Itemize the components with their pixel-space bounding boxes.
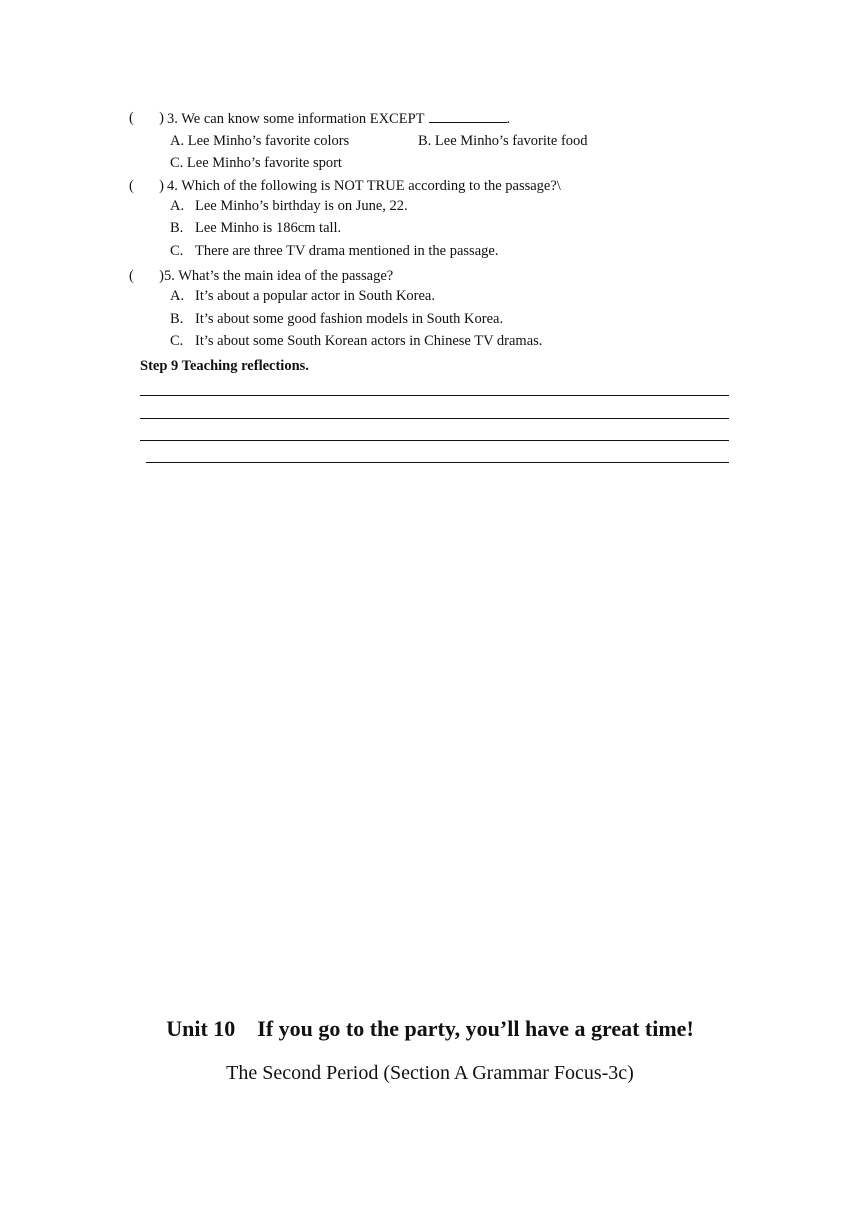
answer-bracket-q3[interactable] <box>129 110 164 127</box>
q3-option-c: C. Lee Minho’s favorite sport <box>170 155 342 171</box>
answer-bracket-q5[interactable] <box>129 268 164 285</box>
q4-option-a <box>170 198 408 215</box>
reflection-line-4[interactable] <box>146 462 729 463</box>
answer-bracket-q4[interactable] <box>129 178 164 195</box>
option-letter: C. <box>170 333 184 349</box>
reflection-line-2[interactable] <box>140 418 729 419</box>
option-letter: C. <box>170 243 184 259</box>
answer-blank[interactable] <box>429 110 507 123</box>
reflection-line-3[interactable] <box>140 440 729 441</box>
unit-title: Unit 10 If you go to the party, you’ll have a great time! <box>166 1016 694 1041</box>
option-text: It’s about some South Korean actors in Chinese TV dramas. <box>195 333 543 349</box>
question-3-stem <box>167 110 510 128</box>
option-letter: A. <box>170 288 185 304</box>
bracket-open: ( <box>129 110 134 126</box>
question-5-stem: 5. What’s the main idea of the passage? <box>164 268 394 284</box>
option-letter: A. <box>170 198 185 214</box>
bracket-close: ) <box>159 268 164 284</box>
option-text: It’s about a popular actor in South Korea. <box>195 288 435 304</box>
bracket-open: ( <box>129 178 134 194</box>
q4-option-b <box>170 220 342 237</box>
option-text: It’s about some good fashion models in South Korea. <box>195 311 504 327</box>
bracket-close: ) <box>159 110 164 126</box>
option-text: Lee Minho’s birthday is on June, 22. <box>195 198 408 214</box>
q5-option-b <box>170 311 504 328</box>
bracket-close: ) <box>159 178 164 194</box>
option-text: Lee Minho is 186cm tall. <box>195 220 342 236</box>
option-letter: B. <box>170 220 184 236</box>
question-4-stem: 4. Which of the following is NOT TRUE according to the passage?\ <box>167 178 561 194</box>
q5-option-c <box>170 333 543 350</box>
question-text: 3. We can know some information EXCEPT <box>167 111 425 127</box>
q3-option-a: A. Lee Minho’s favorite colors <box>170 133 350 149</box>
q5-option-a <box>170 288 435 305</box>
period-subtitle: The Second Period (Section A Grammar Focus-3c) <box>226 1062 634 1084</box>
option-letter: B. <box>170 311 184 327</box>
q4-option-c <box>170 243 499 260</box>
question-tail: . <box>506 111 511 127</box>
option-text: There are three TV drama mentioned in the passage. <box>195 243 499 259</box>
reflection-line-1[interactable] <box>140 395 729 396</box>
bracket-open: ( <box>129 268 134 284</box>
q3-option-b: B. Lee Minho’s favorite food <box>418 133 588 149</box>
step-9-heading: Step 9 Teaching reflections. <box>140 358 309 374</box>
